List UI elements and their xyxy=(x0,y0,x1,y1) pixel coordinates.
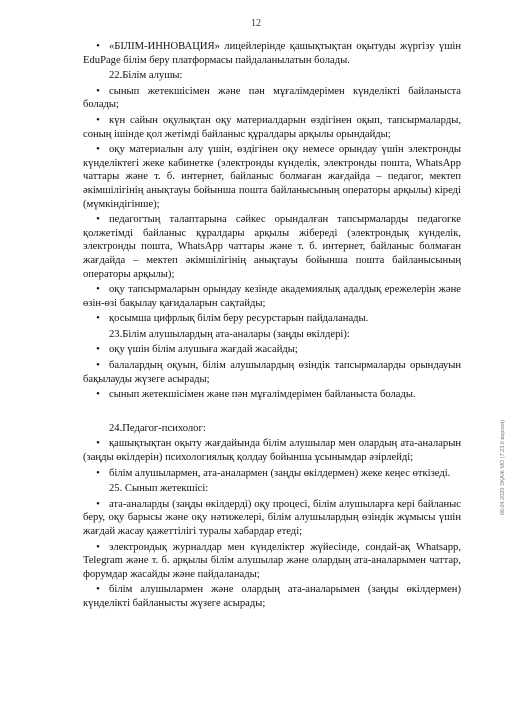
bullet-icon: • xyxy=(96,389,100,401)
paragraph-text: «БІЛІМ-ИННОВАЦИЯ» лицейлерінде қашықтықтан оқытуды жүргізу үшін EduPage білім беру платформасы пайдаланылатын болады. xyxy=(83,41,461,66)
paragraph-text: қашықтықтан оқыту жағдайында білім алушылар мен олардың ата-аналарын (заңды өкілдерін) психологиялық қолдау бойынша ұсынымдар әзірлейді; xyxy=(83,438,461,464)
bullet-paragraph xyxy=(83,498,461,539)
bullet-paragraph xyxy=(83,143,461,211)
bullet-icon: • xyxy=(96,467,100,479)
bullet-icon: • xyxy=(96,214,100,226)
bullet-paragraph xyxy=(83,583,461,610)
section-heading: 24.Педагог-психолог: xyxy=(109,422,206,434)
bullet-icon: • xyxy=(96,41,100,52)
bullet-paragraph xyxy=(83,437,461,464)
bullet-paragraph xyxy=(83,312,461,326)
bullet-paragraph xyxy=(83,40,461,67)
section-heading: 23.Білім алушылардың ата-аналары (заңды өкілдері): xyxy=(109,328,350,340)
bullet-icon: • xyxy=(96,144,100,156)
bullet-icon: • xyxy=(96,438,100,450)
paragraph-text: білім алушылармен, ата-аналармен (заңды өкілдермен) жеке кеңес өткізеді. xyxy=(109,467,451,479)
page-number: 12 xyxy=(251,18,261,29)
bullet-icon: • xyxy=(96,344,100,356)
bullet-paragraph xyxy=(83,213,461,281)
bullet-paragraph xyxy=(83,467,461,481)
bullet-icon: • xyxy=(96,85,100,97)
paragraph-text: оқу материалын алу үшін, өздігінен оқу немесе орындау үшін электронды күнделіктегі жеке кабинетке (электронды күнделік, электронды пошта, WhatsApp чаттары және т. б. интернет, байланыс болмаған жағдайда – педагог, мектеп әкімшілігінің анықтауы бойынша пошта байланысының операторы арқылы) кіреді (мүмкіндігінше); xyxy=(83,144,461,210)
section-heading: 22.Білім алушы: xyxy=(109,70,183,82)
paragraph-text: ата-аналарды (заңды өкілдерді) оқу процесі, білім алушыларға кері байланыс беру, оқу барысы және оқу нәтижелері, білім алушылардың өзіндік жұмысы үшін жағдай жасау қажеттілігі туралы хабардар етеді; xyxy=(83,498,461,537)
bullet-icon: • xyxy=(96,360,100,372)
bullet-icon: • xyxy=(96,584,100,596)
bullet-paragraph xyxy=(83,541,461,582)
paragraph-gap xyxy=(83,404,461,422)
bullet-icon: • xyxy=(96,284,100,296)
bullet-paragraph xyxy=(83,388,461,402)
bullet-paragraph xyxy=(83,283,461,310)
paragraph-text: оқу үшін білім алушыға жағдай жасайды; xyxy=(109,344,298,356)
bullet-icon: • xyxy=(96,114,100,126)
document-body xyxy=(83,40,461,613)
bullet-icon: • xyxy=(96,498,100,510)
paragraph-text: балалардың оқуын, білім алушылардың өзіндік тапсырмаларды орындауын бақылауды жүзеге асырады; xyxy=(83,360,461,385)
bullet-paragraph xyxy=(83,343,461,357)
paragraph-text: сынып жетекшісімен және пән мұғалімдерімен күнделікті байланыста болады; xyxy=(83,85,461,111)
paragraph-text: электрондық журналдар мен күнделіктер жүйесінде, сондай-ақ Whatsapp, Telegram және т. б. арқылы білім алушылар және олардың ата-аналарымен чаттар, форумдар жасайды және пайдаланады; xyxy=(83,541,461,580)
bullet-paragraph xyxy=(83,359,461,386)
paragraph-text: оқу тапсырмаларын орындау кезінде академиялық адалдық ережелерін және өзін-өзі бақылау қағидаларын сақтайды; xyxy=(83,284,461,309)
section-heading: 25. Сынып жетекшісі: xyxy=(109,483,209,495)
paragraph-text: білім алушылармен және олардың ата-аналарымен (заңды өкілдермен) күнделікті байланысты жүзеге асырады; xyxy=(83,584,461,609)
bullet-paragraph xyxy=(83,114,461,141)
bullet-paragraph xyxy=(83,85,461,112)
paragraph-text: күн сайын оқулықтан оқу материалдарын өздігінен оқып, тапсырмаларды, соның ішінде қол жетімді байланыс құралдары арқылы орындайды; xyxy=(83,114,461,140)
side-stamp: 08.04.2020 ЭҚАЖ МО (7.23.0 версия) xyxy=(500,420,506,516)
paragraph-text: қосымша цифрлық білім беру ресурстарын пайдаланады. xyxy=(109,313,369,325)
bullet-icon: • xyxy=(96,313,100,325)
paragraph-text: сынып жетекшісімен және пән мұғалімдерімен байланыста болады. xyxy=(109,389,416,401)
paragraph-text: педагогтың талаптарына сәйкес орындалған тапсырмаларды педагогке қолжетімді байланыс құралдары арқылы жібереді (электрондық күнделік, электронды пошта, WhatsApp чаттары және т. б. интернет, байланыс болмаған жағдайда – мектеп әкімшілігінің анықтауы бойынша пошта байланысының операторы арқылы); xyxy=(83,214,461,280)
bullet-icon: • xyxy=(96,541,100,553)
